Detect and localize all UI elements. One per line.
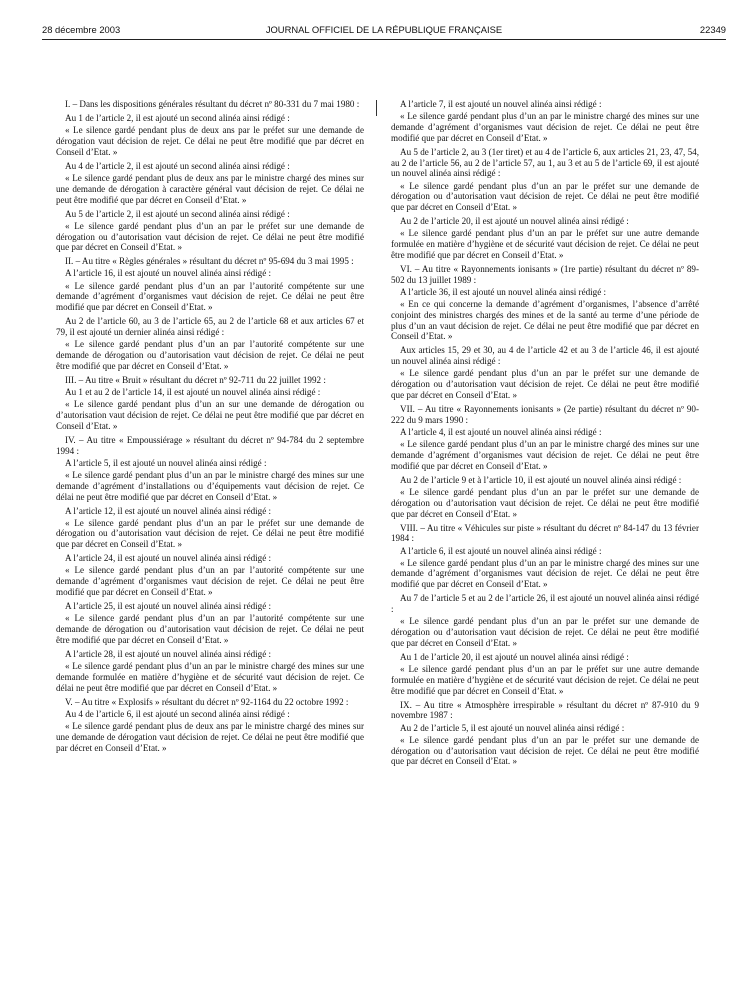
right-column: [391, 99, 699, 770]
paragraph: Au 1 de l’article 2, il est ajouté un second alinéa ainsi rédigé :: [65, 112, 290, 123]
left-column: [56, 99, 364, 757]
paragraph: « Le silence gardé pendant plus d’un an par l’autorité compétente sur une demande de dérogation ou d’autorisation vaut décision de rejet. Ce délai ne peut être modifié que par décret en Conseil d’Etat. »: [56, 613, 364, 645]
paragraph: Aux articles 15, 29 et 30, au 4 de l’article 42 et au 3 de l’article 46, il est ajouté un nouvel alinéa ainsi rédigé :: [391, 345, 699, 367]
paragraph: A l’article 36, il est ajouté un nouvel alinéa ainsi rédigé :: [400, 286, 607, 297]
paragraph: « Le silence gardé pendant plus d’un an par le préfet sur une demande de dérogation ou d’autorisation vaut décision de rejet. Ce délai ne peut être modifié que par décret en Conseil d’Etat. »: [56, 220, 364, 253]
column-divider: [376, 100, 377, 116]
section-heading: II. – Au titre « Règles générales » résultant du décret nº 95-694 du 3 mai 1995 :: [65, 256, 354, 267]
section-heading: VIII. – Au titre « Véhicules sur piste » résultant du décret nº 84-147 du 13 février 1984 :: [391, 522, 699, 544]
paragraph: « Le silence gardé pendant plus d’un an par le préfet sur une demande de dérogation ou d’autorisation vaut décision de rejet. Ce délai ne peut être modifié que par décret en Conseil d’Etat. »: [391, 616, 699, 648]
paragraph: « Le silence gardé pendant plus d’un an par l’autorité compétente sur une demande d’agrément d’organismes vaut décision de rejet. Ce délai ne peut être modifié que par décret en Conseil d’Etat. »: [56, 565, 364, 598]
paragraph: Au 2 de l’article 9 et à l’article 10, il est ajouté un nouvel alinéa ainsi rédigé :: [400, 474, 682, 485]
paragraph: « Le silence gardé pendant plus d’un an par le ministre chargé des mines sur une demande d’agrément d’organismes vaut décision de rejet. Ce délai ne peut être modifié que par décret en Conseil d’Etat. »: [391, 439, 699, 471]
paragraph: « Le silence gardé pendant plus d’un an par le ministre chargé des mines sur une demande d’agrément d’organismes vaut décision de rejet. Ce délai ne peut être modifié que par décret en Conseil d’Etat. »: [391, 557, 699, 590]
header-date: 28 décembre 2003: [42, 24, 121, 35]
paragraph: Au 2 de l’article 5, il est ajouté un nouvel alinéa ainsi rédigé :: [400, 722, 625, 733]
paragraph: « Le silence gardé pendant plus d’un an par le préfet sur une autre demande formulée en matière d’hygiène et de sécurité vaut décision de rejet. Ce délai ne peut être modifié que par décret en Conseil d’Etat. »: [391, 664, 699, 696]
paragraph: Au 1 et au 2 de l’article 14, il est ajouté un nouvel alinéa ainsi rédigé :: [65, 386, 321, 397]
paragraph: « Le silence gardé pendant plus d’un an par le ministre chargé des mines sur une demande d’agrément d’installations ou d’équipements vaut décision de rejet. Ce délai ne peut être modifié que par décret en Conseil d’Etat. »: [56, 469, 364, 502]
paragraph: A l’article 24, il est ajouté un nouvel alinéa ainsi rédigé :: [65, 553, 272, 564]
section-heading: V. – Au titre « Explosifs » résultant du décret nº 92-1164 du 22 octobre 1992 :: [65, 696, 349, 707]
paragraph: « Le silence gardé pendant plus d’un an par le préfet sur une demande de dérogation ou d’autorisation vaut décision de rejet. Ce délai ne peut être modifié que par décret en Conseil d’Etat. »: [391, 486, 699, 519]
paragraph: « Le silence gardé pendant plus d’un an par l’autorité compétente sur une demande d’agrément d’organismes vaut décision de rejet. Ce délai ne peut être modifié que par décret en Conseil d’Etat. »: [56, 280, 364, 313]
paragraph: « Le silence gardé pendant plus d’un an par l’autorité compétente sur une demande de dérogation ou d’autorisation vaut décision de rejet. Ce délai ne peut être modifié que par décret en Conseil d’Etat. »: [56, 339, 364, 371]
paragraph: « Le silence gardé pendant plus d’un an sur une demande de dérogation ou d’autorisation vaut décision de rejet. Ce délai ne peut être modifié que par décret en Conseil d’Etat. »: [56, 399, 364, 431]
section-heading: VI. – Au titre « Rayonnements ionisants » (1re partie) résultant du décret nº 89-502 du 13 juillet 1989 :: [391, 263, 699, 285]
paragraph: « Le silence gardé pendant plus d’un an par le préfet sur une demande de dérogation ou d’autorisation vaut décision de rejet. Ce délai ne peut être modifié que par décret en Conseil d’Etat. »: [391, 180, 699, 213]
section-heading: IX. – Au titre « Atmosphère irrespirable » résultant du décret nº 87-910 du 9 novembre 1987 :: [391, 699, 699, 721]
paragraph: Au 7 de l’article 5 et au 2 de l’article 26, il est ajouté un nouvel alinéa ainsi rédigé :: [391, 593, 699, 615]
paragraph: Au 1 de l’article 20, il est ajouté un nouvel alinéa ainsi rédigé :: [400, 651, 629, 662]
paragraph: Au 4 de l’article 6, il est ajouté un second alinéa ainsi rédigé :: [65, 708, 290, 719]
paragraph: « En ce qui concerne la demande d’agrément d’organismes, l’absence d’arrêté conjoint des ministres chargés des mines et de la santé au terme d’une période de plus d’un an vaut décision de rejet. Ce délai ne peut être modifié que par décret en Conseil d’Etat. »: [391, 299, 699, 342]
paragraph: A l’article 16, il est ajouté un nouvel alinéa ainsi rédigé :: [65, 268, 272, 279]
paragraph: « Le silence gardé pendant plus de deux ans par le ministre chargé des mines sur une demande de dérogation à caractère général vaut décision de rejet. Ce délai ne peut être modifié que par décret en Conseil d’Etat. »: [56, 172, 364, 205]
paragraph: A l’article 6, il est ajouté un nouvel alinéa ainsi rédigé :: [400, 545, 602, 556]
header-rule: [42, 39, 726, 40]
paragraph: A l’article 4, il est ajouté un nouvel alinéa ainsi rédigé :: [400, 426, 602, 437]
paragraph: Au 2 de l’article 60, au 3 de l’article 65, au 2 de l’article 68 et aux articles 67 et 79, il est ajouté un dernier alinéa ainsi rédigé :: [56, 316, 364, 338]
paragraph: « Le silence gardé pendant plus d’un an par le préfet sur une demande de dérogation ou d’autorisation vaut décision de rejet. Ce délai ne peut être modifié que par décret en Conseil d’Etat. »: [56, 517, 364, 550]
section-heading: IV. – Au titre « Empoussiérage » résultant du décret nº 94-784 du 2 septembre 1994 :: [56, 434, 364, 456]
paragraph: Au 5 de l’article 2, il est ajouté un second alinéa ainsi rédigé :: [65, 208, 290, 219]
paragraph: « Le silence gardé pendant plus d’un an par le préfet sur une demande de dérogation ou d’autorisation vaut décision de rejet. Ce délai ne peut être modifié que par décret en Conseil d’Etat. »: [391, 734, 699, 767]
paragraph: « Le silence gardé pendant plus d’un an par le ministre chargé des mines sur une demande formulée en matière d’hygiène et de sécurité vaut décision de rejet. Ce délai ne peut être modifié que par décret en Conseil d’Etat. »: [56, 660, 364, 693]
paragraph: « Le silence gardé pendant plus de deux ans par le préfet sur une demande de dérogation vaut décision de rejet. Ce délai ne peut être modifié que par décret en Conseil d’Etat. »: [56, 125, 364, 157]
paragraph: « Le silence gardé pendant plus d’un an par le ministre chargé des mines sur une demande d’agrément d’organismes vaut décision de rejet. Ce délai ne peut être modifié que par décret en Conseil d’Etat. »: [391, 111, 699, 143]
page-header: [42, 24, 726, 38]
paragraph: A l’article 7, il est ajouté un nouvel alinéa ainsi rédigé :: [400, 99, 602, 109]
paragraph: I. – Dans les dispositions générales résultant du décret nº 80-331 du 7 mai 1980 :: [65, 99, 360, 109]
paragraph: Au 2 de l’article 20, il est ajouté un nouvel alinéa ainsi rédigé :: [400, 216, 629, 227]
section-heading: VII. – Au titre « Rayonnements ionisants » (2e partie) résultant du décret nº 90-222 du 9 mars 1990 :: [391, 404, 699, 425]
paragraph: Au 4 de l’article 2, il est ajouté un second alinéa ainsi rédigé :: [65, 160, 290, 171]
page-number: 22349: [699, 24, 726, 35]
paragraph: Au 5 de l’article 2, au 3 (1er tiret) et au 4 de l’article 6, aux articles 21, 23, 47, 54, au 2 de l’article 56, au 2 de l’article 57, au 1, au 3 et au 5 de l’article 69, il est ajouté un nouvel alinéa ainsi rédigé :: [391, 146, 699, 179]
paragraph: « Le silence gardé pendant plus d’un an par le préfet sur une autre demande formulée en matière d’hygiène et de sécurité vaut décision de rejet. Ce délai ne peut être modifié que par décret en Conseil d’Etat. »: [391, 228, 699, 260]
paragraph: « Le silence gardé pendant plus d’un an par le préfet sur une demande de dérogation ou d’autorisation vaut décision de rejet. Ce délai ne peut être modifié que par décret en Conseil d’Etat. »: [391, 368, 699, 401]
paragraph: A l’article 5, il est ajouté un nouvel alinéa ainsi rédigé :: [65, 457, 267, 468]
paragraph: « Le silence gardé pendant plus de deux ans par le ministre chargé des mines sur une demande de dérogation vaut décision de rejet. Ce délai ne peut être modifié que par décret en Conseil d’Etat. »: [56, 720, 364, 753]
paragraph: A l’article 25, il est ajouté un nouvel alinéa ainsi rédigé :: [65, 601, 272, 612]
paragraph: A l’article 28, il est ajouté un nouvel alinéa ainsi rédigé :: [65, 648, 272, 659]
paragraph: A l’article 12, il est ajouté un nouvel alinéa ainsi rédigé :: [65, 505, 272, 516]
section-heading: III. – Au titre « Bruit » résultant du décret nº 92-711 du 22 juillet 1992 :: [65, 374, 326, 385]
journal-title: JOURNAL OFFICIEL DE LA RÉPUBLIQUE FRANÇAISE: [265, 24, 503, 35]
